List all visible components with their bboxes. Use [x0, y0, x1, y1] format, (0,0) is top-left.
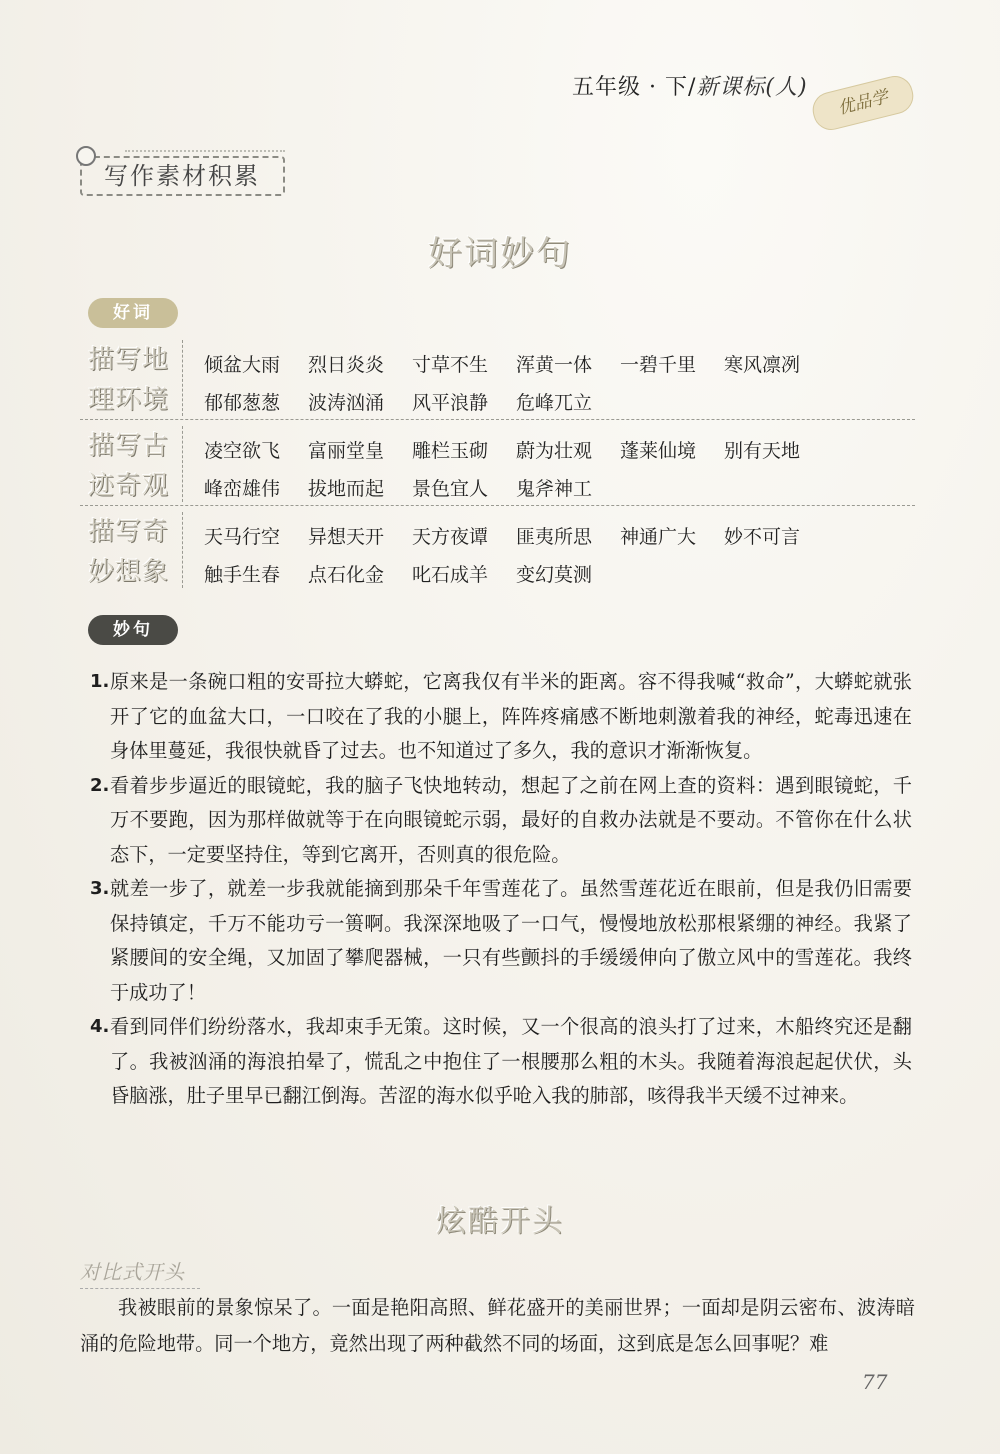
word: 郁郁葱葱	[204, 392, 281, 414]
word: 蓬莱仙境	[620, 440, 697, 462]
word: 景色宜人	[412, 478, 489, 500]
sentence-list	[82, 665, 912, 1114]
word-row	[204, 350, 828, 377]
sentence-text: 原来是一条碗口粗的安哥拉大蟒蛇，它离我仅有半米的距离。容不得我喊“救命”，大蟒蛇就张开了它的血盆大口，一口咬在了我的小腿上，阵阵疼痛感不断地刺激着我的神经，蛇毒迅速在身体里蔓延，我很快就昏了过去。也不知道过了多久，我的意识才渐渐恢复。	[110, 670, 912, 762]
word: 鬼斧神工	[516, 478, 593, 500]
word: 变幻莫测	[516, 564, 593, 586]
word: 天马行空	[204, 526, 281, 548]
category-line: 妙想象	[88, 557, 170, 587]
word: 天方夜谭	[412, 526, 489, 548]
sentence-number: 4.	[90, 1016, 110, 1037]
word-category	[88, 340, 176, 420]
word: 蔚为壮观	[516, 440, 593, 462]
word-row	[204, 436, 828, 463]
word: 点石化金	[308, 564, 385, 586]
word: 风平浪静	[412, 392, 489, 414]
sentence-item	[82, 872, 912, 1010]
word: 叱石成羊	[412, 564, 489, 586]
decorative-dotted-line	[125, 150, 285, 154]
word: 别有天地	[724, 440, 801, 462]
word: 富丽堂皇	[308, 440, 385, 462]
word-row	[204, 560, 620, 587]
divider	[182, 426, 183, 502]
category-line: 迹奇观	[88, 471, 170, 501]
pill-good-words: 好词	[88, 298, 178, 328]
word: 妙不可言	[724, 526, 801, 548]
sentence-text: 看到同伴们纷纷落水，我却束手无策。这时候，又一个很高的浪头打了过来，木船终究还是翻了。我被汹涌的海浪拍晕了，慌乱之中抱住了一根腰那么粗的木头。我随着海浪起起伏伏，头昏脑涨，肚子里早已翻江倒海。苦涩的海水似乎呛入我的肺部，咳得我半天缓不过神来。	[110, 1015, 912, 1107]
sentence-number: 2.	[90, 774, 110, 796]
category-line: 描写地	[88, 345, 170, 375]
divider	[182, 340, 183, 416]
sentence-text: 就差一步了，就差一步我就能摘到那朵千年雪莲花了。虽然雪莲花近在眼前，但是我仍旧需要保持镇定，千万不能功亏一篑啊。我深深地吸了一口气，慢慢地放松那根紧绷的神经。我紧了紧腰间的安全绳，又加固了攀爬器械，一只有些颤抖的手缓缓伸向了傲立风中的雪莲花。我终于成功了！	[110, 877, 912, 1004]
sentence-item	[82, 665, 912, 769]
sentence-item	[82, 769, 912, 873]
word: 一碧千里	[620, 354, 697, 376]
title-cool-opening	[0, 1196, 1000, 1240]
word: 波涛汹涌	[308, 392, 385, 414]
page-number: 77	[862, 1370, 888, 1394]
word: 异想天开	[308, 526, 385, 548]
word: 匪夷所思	[516, 526, 593, 548]
section-label-text: 写作素材积累	[104, 162, 260, 190]
grade-label: 五年级 · 下/	[572, 75, 697, 100]
header-title	[572, 70, 808, 101]
section-label	[80, 156, 285, 196]
word: 峰峦雄伟	[204, 478, 281, 500]
pill-good-sentences: 妙句	[88, 615, 178, 645]
title-cool-opening-text: 炫酷开头	[436, 1204, 564, 1239]
word: 神通广大	[620, 526, 697, 548]
word: 倾盆大雨	[204, 354, 281, 376]
word: 凌空欲飞	[204, 440, 281, 462]
sentence-number: 1.	[90, 671, 110, 692]
sub-heading: 对比式开头	[80, 1256, 185, 1285]
word-row	[204, 388, 620, 415]
opening-paragraph: 我被眼前的景象惊呆了。一面是艳阳高照、鲜花盛开的美丽世界；一面却是阴云密布、波涛暗涌的危险地带。同一个地方，竟然出现了两种截然不同的场面，这到底是怎么回事呢？难	[80, 1296, 915, 1355]
title-good-words-text: 好词妙句	[428, 234, 572, 274]
word: 浑黄一体	[516, 354, 593, 376]
word-row	[204, 522, 828, 549]
word: 危峰兀立	[516, 392, 593, 414]
sentence-number: 3.	[90, 878, 110, 899]
word-row	[204, 474, 620, 501]
title-good-words	[0, 226, 1000, 275]
word: 雕栏玉砌	[412, 440, 489, 462]
sentence-text: 看着步步逼近的眼镜蛇，我的脑子飞快地转动，想起了之前在网上查的资料：遇到眼镜蛇，千万不要跑，因为那样做就等于在向眼镜蛇示弱，最好的自救办法就是不要动。不管你在什么状态下，一定要坚持住，等到它离开，否则真的很危险。	[110, 773, 912, 866]
word-category	[88, 512, 176, 592]
word-group	[80, 506, 915, 591]
word: 烈日炎炎	[308, 354, 385, 376]
edition-label: 新课标(人)	[696, 75, 808, 100]
category-line: 描写奇	[88, 517, 170, 547]
category-line: 描写古	[88, 431, 170, 461]
word: 寸草不生	[412, 354, 489, 376]
word-group	[80, 420, 915, 506]
word-table	[80, 334, 915, 591]
sentence-item	[82, 1010, 912, 1114]
category-line: 理环境	[88, 385, 170, 415]
word: 寒风凛冽	[724, 354, 801, 376]
publisher-badge: 优品学	[809, 72, 917, 134]
word-group	[80, 334, 915, 420]
word: 触手生春	[204, 564, 281, 586]
divider	[182, 512, 183, 588]
word-category	[88, 426, 176, 506]
circle-icon	[76, 146, 96, 166]
word: 拔地而起	[308, 478, 385, 500]
